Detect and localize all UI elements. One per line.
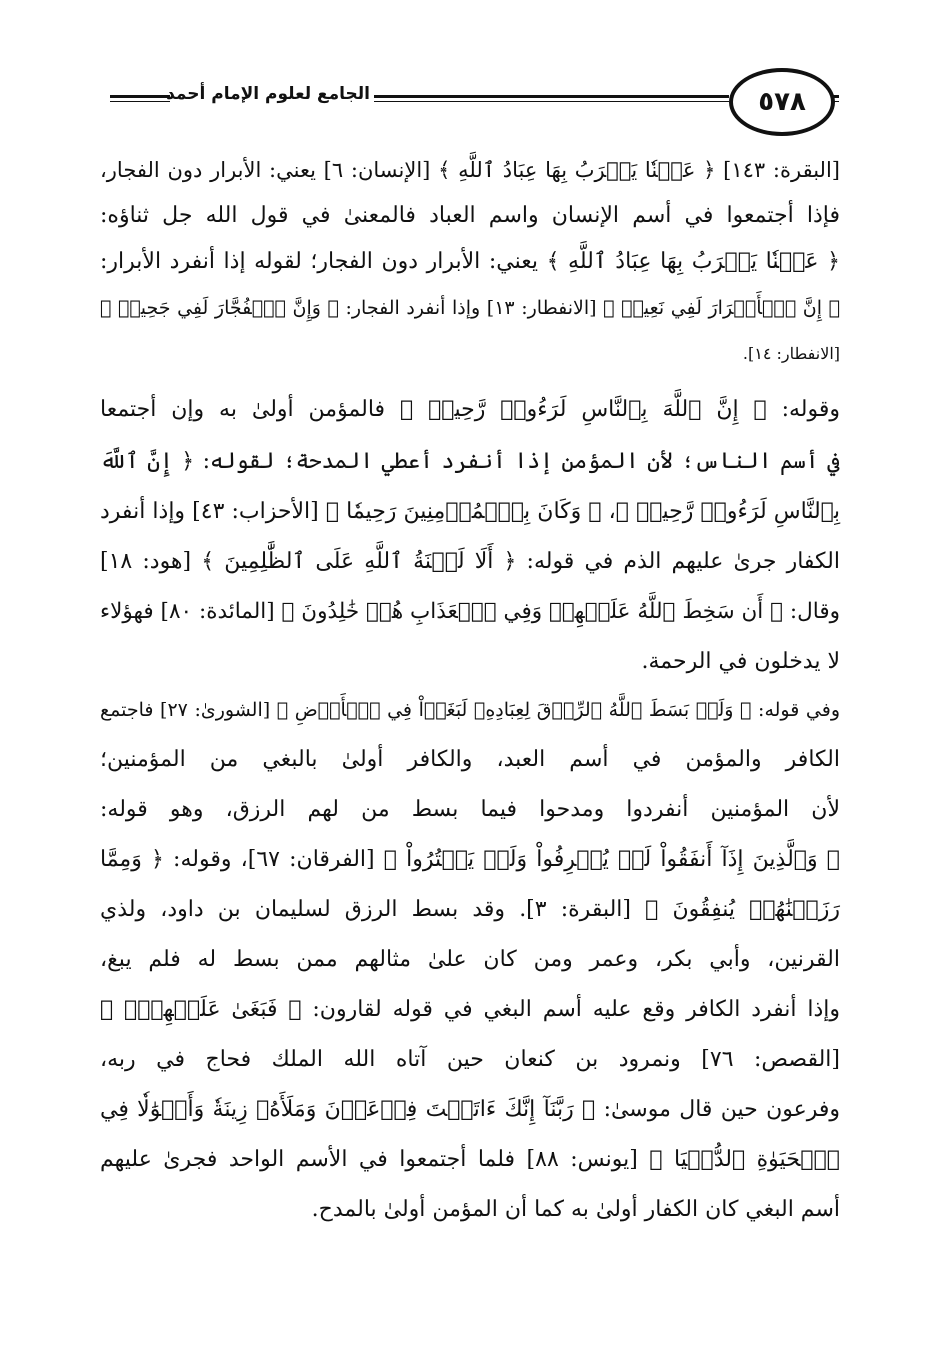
text-line: فإذا أجتمعوا في أسم الإنسان واسم العباد فالمعنىٰ في قول الله جل ثناؤه: [100,203,840,228]
header-rule [374,95,729,102]
page-number: ٥٧٨ [758,87,806,117]
text-line: [البقرة: ١٤٣] ﴿ عَيۡنٗا يَشۡرَبُ بِهَا عِبَادُ ٱللَّهِ ﴾ [الإنسان: ٦] يعني: الأبرار دون الفجار، [100,158,840,182]
text-line: [الانفطار: ١٤]. [742,344,840,363]
text-line: الكفار جرىٰ عليهم الذم في قوله: ﴿ أَلَا لَعۡنَةُ ٱللَّهِ عَلَى ٱلظَّٰلِمِينَ ﴾ [هود: ١٨] [100,549,840,574]
text-line: وإذا أنفرد الكافر وقع عليه أسم البغي في قوله لقارون: ﴿ فَبَغَىٰ عَلَيۡهِمۡۖ ﴾ [100,997,840,1022]
text-line: ﴿ إِنَّ ٱلۡأَبۡرَارَ لَفِي نَعِيمٖ ﴾ [الانفطار: ١٣] وإذا أنفرد الفجار: ﴿ وَإِنَّ ٱلۡفُجَّارَ لَفِي جَحِيمٖ ﴾ [100,297,841,319]
text-line: [القصص: ٧٦] ونمرود بن كنعان حين آتاه الله الملك فحاج في ربه، [100,1047,840,1072]
text-line: ﴿ عَيۡنٗا يَشۡرَبُ بِهَا عِبَادُ ٱللَّهِ ﴾ يعني: الأبرار دون الفجار؛ لقوله إذا أنفرد الأبرار: [100,249,841,274]
page-header [92,60,839,140]
text-line: لأن المؤمنين أنفردوا ومدحوا فيما بسط من لهم الرزق، وهو قوله: [100,797,840,822]
text-line: الكافر والمؤمن في أسم العبد، والكافر أولىٰ بالبغي من المؤمنين؛ [100,747,840,772]
text-line: وفرعون حين قال موسىٰ: ﴿ رَبَّنَآ إِنَّكَ ءَاتَيۡتَ فِرۡعَوۡنَ وَمَلَأَهُۥ زِينَةٗ وَأَمۡوَٰلٗا فِي [100,1097,840,1122]
text-line: وفي قوله: ﴿ وَلَوۡ بَسَطَ ٱللَّهُ ٱلرِّزۡقَ لِعِبَادِهِۦ لَبَغَوۡاْ فِي ٱلۡأَرۡضِ ﴾ [الشورىٰ: ٢٧] فاجتمع [100,699,840,721]
running-title: الجامع لعلوم الإمام أحمد [166,84,370,104]
text-line: أسم البغي كان الكفار أولىٰ به كما أن المؤمن أولىٰ بالمدح. [311,1197,840,1222]
text-line: في أسم الناس؛ لأن المؤمن إذا أنفرد أعطي المدحة؛ لقوله: ﴿ إِنَّ ٱللَّهَ [100,449,840,474]
text-line: وقال: ﴿ أَن سَخِطَ ٱللَّهُ عَلَيۡهِمۡ وَفِي ٱلۡعَذَابِ هُمۡ خَٰلِدُونَ ﴾ [المائدة: ٨٠] فهؤلاء [100,599,841,624]
text-line: رَزَقۡنَٰهُمۡ يُنفِقُونَ ﴾ [البقرة: ٣]. وقد بسط الرزق لسليمان بن داود، ولذي [100,897,840,922]
text-line: لا يدخلون في الرحمة. [641,649,840,674]
text-line: ٱلۡحَيَوٰةِ ٱلدُّنۡيَا ﴾ [يونس: ٨٨] فلما أجتمعوا في الأسم الواحد فجرىٰ عليهم [100,1147,840,1172]
page-number-badge [729,68,835,136]
text-line: بِٱلنَّاسِ لَرَءُوفٞ رَّحِيمٞ ﴾، ﴿ وَكَانَ بِٱلۡمُؤۡمِنِينَ رَحِيمٗا ﴾ [الأحزاب: ٤٣] وإذا أنفرد [100,499,841,524]
text-line: ﴿ وَٱلَّذِينَ إِذَآ أَنفَقُواْ لَمۡ يُسۡرِفُواْ وَلَمۡ يَقۡتُرُواْ ﴾ [الفرقان: ٦٧]، وقوله: ﴿ وَمِمَّا [100,847,840,872]
text-line: القرنين، وأبي بكر، وعمر ومن كان علىٰ مثالهم ممن بسط له فلم يبغ، [100,947,840,972]
header-rule [110,95,170,102]
text-line: وقوله: ﴿ إِنَّ ٱللَّهَ بِٱلنَّاسِ لَرَءُوفٞ رَّحِيمٞ ﴾ فالمؤمن أولىٰ به وإن أجتمعا [100,397,840,422]
